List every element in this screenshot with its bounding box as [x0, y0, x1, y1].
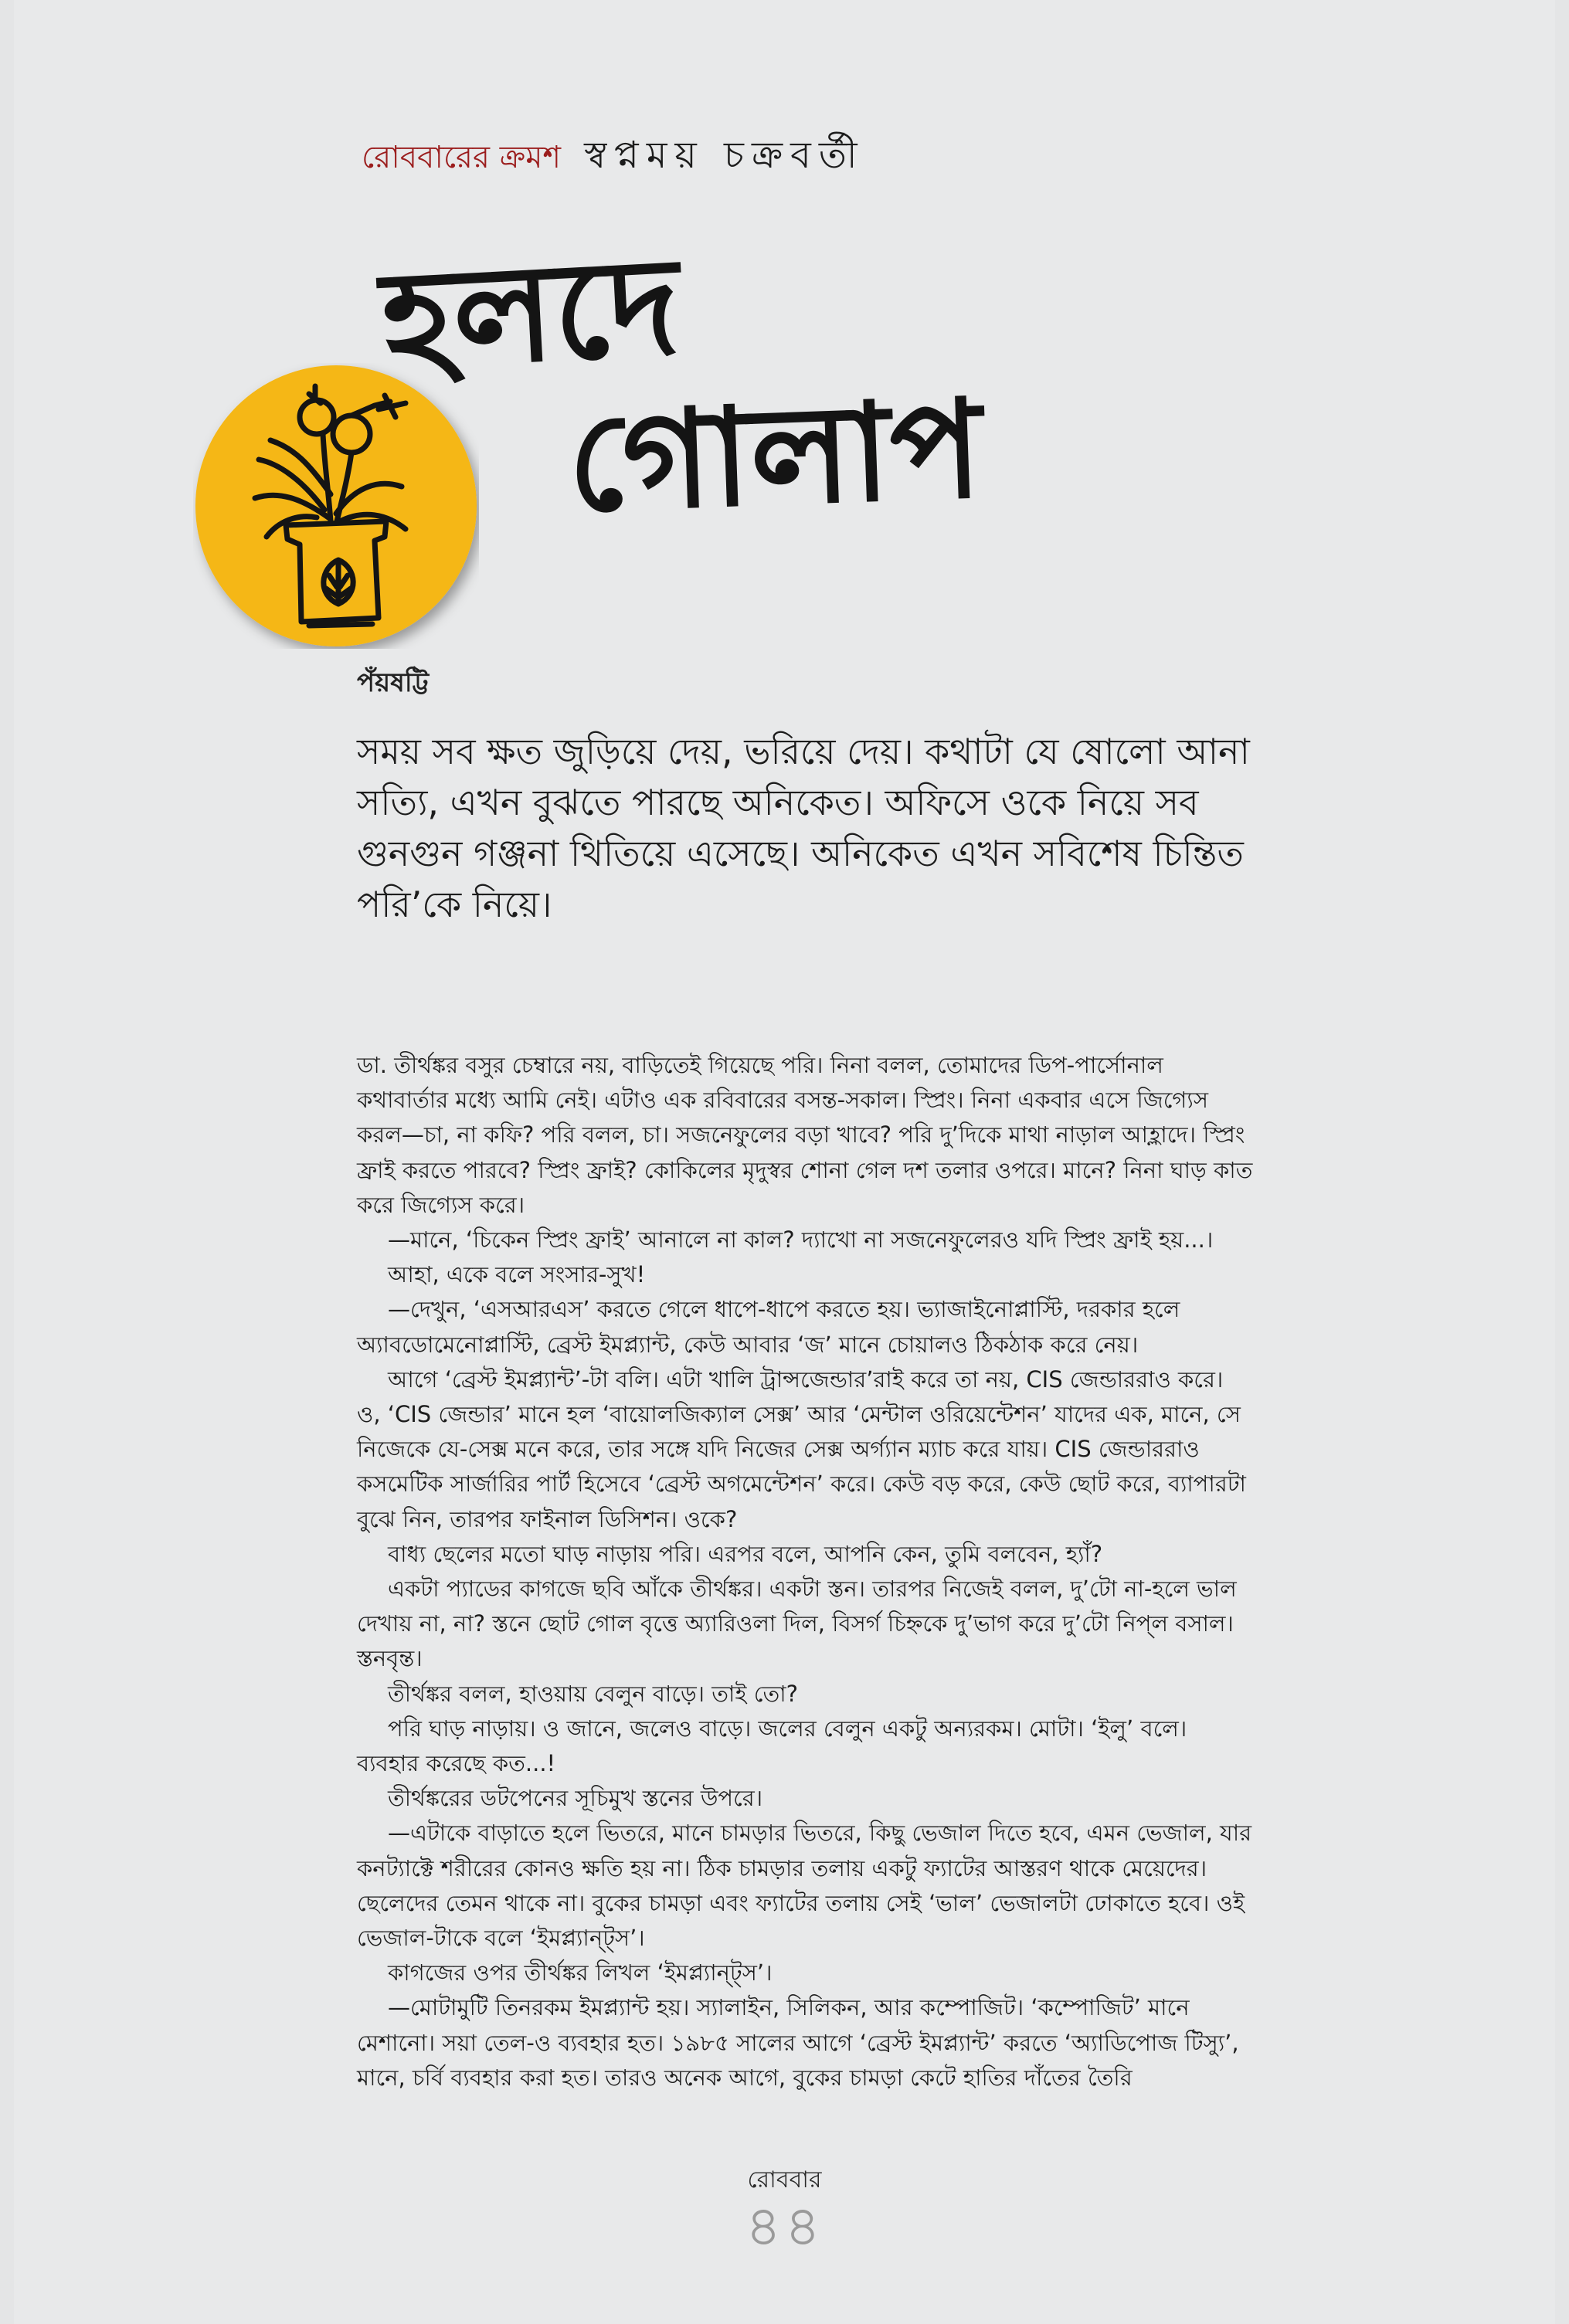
paragraph: পরি ঘাড় নাড়ায়। ও জানে, জলেও বাড়ে। জলের বেলুন একটু অন্যরকম। মোটা। ‘ইলু’ বলে। ব্যবহার করেছে কত...! — [357, 1715, 1187, 1777]
article-body — [357, 1048, 1253, 2095]
paragraph: তীর্থঙ্কর বলল, হাওয়ায় বেলুন বাড়ে। তাই তো? — [388, 1680, 799, 1707]
flower-pot-icon — [193, 363, 479, 649]
paragraph: —মোটামুটি তিনরকম ইমপ্ল্যান্ট হয়। স্যালাইন, সিলিকন, আর কম্পোজিট। ‘কম্পোজিট’ মানে মেশানো। সয়া তেল-ও ব্যবহার হত। ১৯৮৫ সালের আগে ‘ব্রেস্ট ইমপ্ল্যান্ট’ করতে ‘অ্যাডিপোজ টিস্যু’, মানে, চর্বি ব্যবহার করা হত। তারও অনেক আগে, বুকের চামড়া কেটে হাতির দাঁতের তৈরি — [357, 1994, 1239, 2091]
paragraph: একটা প্যাডের কাগজে ছবি আঁকে তীর্থঙ্কর। একটা স্তন। তারপর নিজেই বলল, দু’টো না-হলে ভাল দেখায় না, না? স্তনে ছোট গোল বৃত্তে অ্যারিওলা দিল, বিসর্গ চিহ্নকে দু’ভাগ করে দু’টো নিপ্‌ল বসাল। স্তনবৃন্ত। — [357, 1576, 1237, 1672]
lead-paragraph: সময় সব ক্ষত জুড়িয়ে দেয়, ভরিয়ে দেয়। কথাটা যে ষোলো আনা সত্যি, এখন বুঝতে পারছে অনিকেত। অফিসে ওকে নিয়ে সব গুনগুন গঞ্জনা থিতিয়ে এসেছে। অনিকেত এখন সবিশেষ চিন্তিত পরি’কে নিয়ে। — [357, 731, 1250, 925]
page-number: ৪৪ — [745, 2193, 824, 2258]
story-title-line-2: গোলাপ — [565, 369, 985, 543]
paragraph: —মানে, ‘চিকেন স্প্রিং ফ্রাই’ আনালে না কাল? দ্যাখো না সজনেফুলেরও যদি স্প্রিং ফ্রাই হয়...। — [388, 1226, 1214, 1254]
paragraph: ডা. তীর্থঙ্কর বসুর চেম্বারে নয়, বাড়িতেই গিয়েছে পরি। নিনা বলল, তোমাদের ডিপ-পার্সোনাল কথাবার্তার মধ্যে আমি নেই। এটাও এক রবিবারের বসন্ত-সকাল। স্প্রিং। নিনা একবার এসে জিগ্যেস করল—চা, না কফি? পরি বলল, চা। সজনেফুলের বড়া খাবে? পরি দু’দিকে মাথা নাড়াল আহ্লাদে। স্প্রিং ফ্রাই করতে পারবে? স্প্রিং ফ্রাই? কোকিলের মৃদুস্বর শোনা গেল দশ তলার ওপরে। মানে? নিনা ঘাড় কাত করে জিগ্যেস করে। — [357, 1052, 1253, 1218]
story-title-line-1: হলদে — [378, 226, 684, 400]
chapter-label: পঁয়ষট্টি — [357, 667, 430, 698]
paragraph: আগে ‘ব্রেস্ট ইমপ্ল্যান্ট’-টা বলি। এটা খালি ট্রান্সজেন্ডার’রাই করে তা নয়, CIS জেন্ডাররাও করে। ও, ‘CIS জেন্ডার’ মানে হল ‘বায়োলজিক্যাল সেক্স’ আর ‘মেন্টাল ওরিয়েন্টেশন’ যাদের এক, মানে, সে নিজেকে যে-সেক্স মনে করে, তার সঙ্গে যদি নিজের সেক্স অর্গ্যান ম্যাচ করে যায়। CIS জেন্ডাররাও কসমেটিক সার্জারির পার্ট হিসেবে ‘ব্রেস্ট অগমেন্টেশন’ করে। কেউ বড় করে, কেউ ছোট করে, ব্যাপারটা বুঝে নিন, তারপর ফাইনাল ডিসিশন। ওকে? — [357, 1366, 1246, 1532]
series-tag: রোববারের ক্রমশ — [362, 140, 562, 175]
series-header — [362, 127, 865, 188]
author-name: স্বপ্নময় চক্রবর্তী — [584, 134, 865, 177]
paragraph: —এটাকে বাড়াতে হলে ভিতরে, মানে চামড়ার ভিতরে, কিছু ভেজাল দিতে হবে, এমন ভেজাল, যার কনট্যাক্টে শরীরের কোনও ক্ষতি হয় না। ঠিক চামড়ার তলায় একটু ফ্যাটের আস্তরণ থাকে মেয়েদের। ছেলেদের তেমন থাকে না। বুকের চামড়া এবং ফ্যাটের তলায় সেই ‘ভাল’ ভেজালটা ঢোকাতে হবে। ওই ভেজাল-টাকে বলে ‘ইমপ্ল্যান্ট্‌স’। — [357, 1820, 1252, 1952]
paragraph: বাধ্য ছেলের মতো ঘাড় নাড়ায় পরি। এরপর বলে, আপনি কেন, তুমি বলবেন, হ্যাঁ? — [388, 1540, 1103, 1567]
paragraph: —দেখুন, ‘এসআরএস’ করতে গেলে ধাপে-ধাপে করতে হয়। ভ্যাজাইনোপ্লাস্টি, দরকার হলে অ্যাবডোমেনোপ্লাস্টি, ব্রেস্ট ইমপ্ল্যান্ট, কেউ আবার ‘জ’ মানে চোয়ালও ঠিকঠাক করে নেয়। — [357, 1296, 1180, 1358]
paragraph: আহা, একে বলে সংসার-সুখ! — [388, 1261, 646, 1288]
paragraph: তীর্থঙ্করের ডটপেনের সূচিমুখ স্তনের উপরে। — [388, 1785, 763, 1812]
magazine-name: রোববার — [747, 2166, 822, 2193]
paragraph: কাগজের ওপর তীর্থঙ্কর লিখল ‘ইমপ্ল্যান্ট্‌স’। — [388, 1959, 773, 1986]
